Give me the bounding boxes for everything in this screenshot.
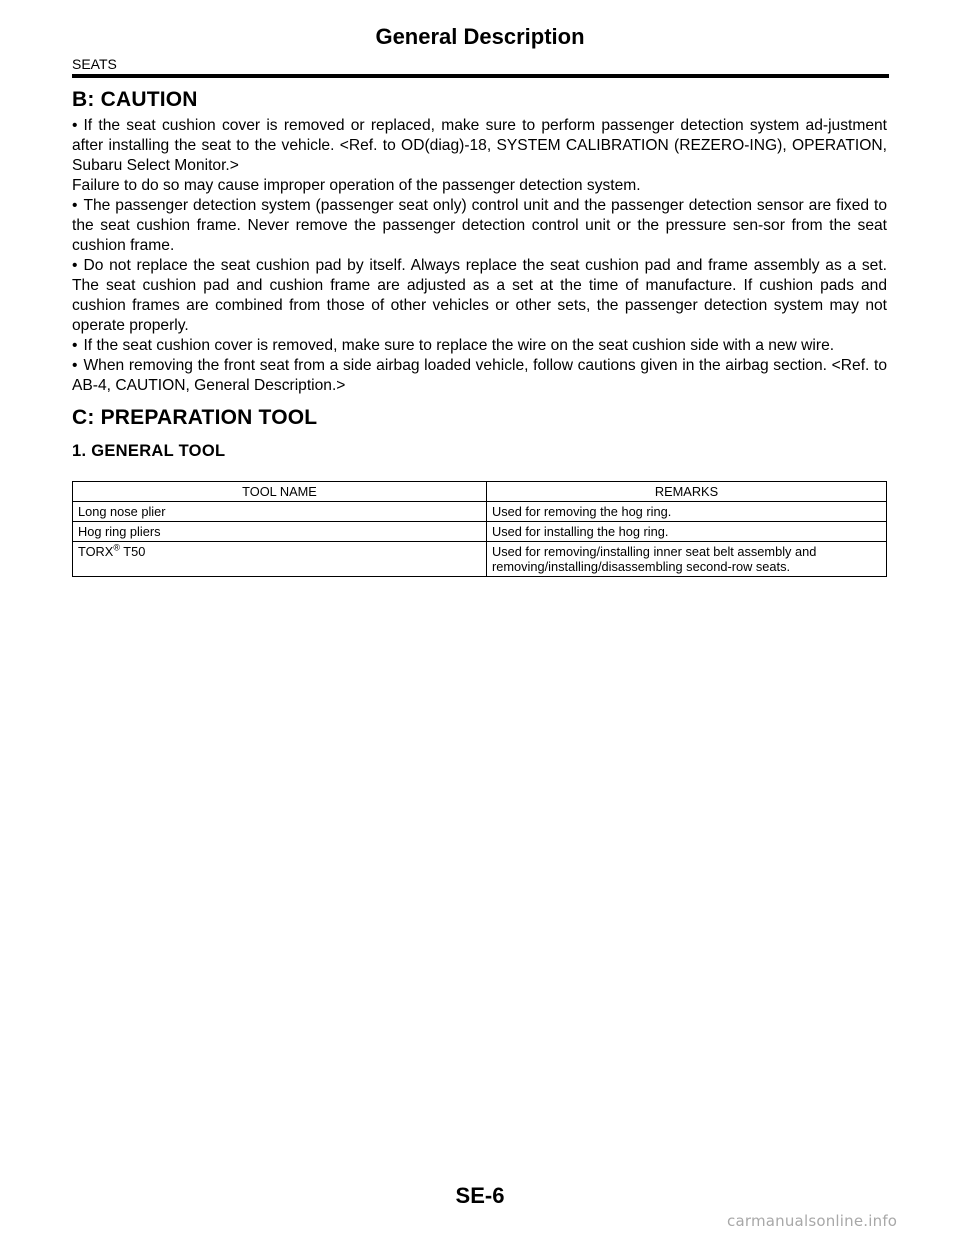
caution-bullet-2: • The passenger detection system (passenger seat only) control unit and the passenger detection sensor are fixed to the seat cushion frame. Never remove the passenger detection control unit or the pressure sen-sor from the seat cushion frame. [72,196,887,256]
remarks-cell: Used for removing/installing inner seat belt assembly and removing/installing/disassembling second-row seats. [487,542,887,577]
caution-bullet-5: • When removing the front seat from a side airbag loaded vehicle, follow cautions given in the airbag section. <Ref. to AB-4, CAUTION, General Description.> [72,356,887,396]
caution-bullet-1: • If the seat cushion cover is removed or replaced, make sure to perform passenger detection system ad-justment after installing the seat to the vehicle. <Ref. to OD(diag)-18, SYSTEM CALIBRATION (REZERO-ING), OPERATION, Subaru Select Monitor.> [72,116,887,176]
general-tool-subheading: 1. GENERAL TOOL [72,442,226,460]
header-rule [72,74,889,78]
tool-name-cell [73,542,487,577]
preparation-heading: C: PREPARATION TOOL [72,406,318,429]
table-header-row [73,482,887,502]
tool-table [72,481,887,577]
remarks-cell: Used for installing the hog ring. [487,522,887,542]
remarks-cell: Used for removing the hog ring. [487,502,887,522]
table-row [73,522,887,542]
column-header-remarks: REMARKS [487,482,887,502]
caution-note: Failure to do so may cause improper operation of the passenger detection system. [72,177,641,194]
page-number: SE-6 [455,1183,505,1208]
caution-bullet-3: • Do not replace the seat cushion pad by itself. Always replace the seat cushion pad and frame assembly as a set. The seat cushion pad and cushion frame are adjusted as a set at the time of manufacture. If cushion pads and cushion frames are combined from those of other vehicles or other sets, the passenger detection system may not operate properly. [72,256,887,336]
column-header-tool-name: TOOL NAME [73,482,487,502]
tool-name-suffix: T50 [119,544,146,559]
caution-heading: B: CAUTION [72,88,198,111]
caution-bullet-4: • If the seat cushion cover is removed, make sure to replace the wire on the seat cushion side with a new wire. [72,336,887,356]
tool-name-cell: Long nose plier [73,502,487,522]
registered-mark: ® [113,542,120,553]
table-row [73,542,887,577]
content [72,88,887,577]
section-label: SEATS [72,56,117,72]
table-row [73,502,887,522]
tool-name-text: TORX [78,544,114,559]
tool-name-cell: Hog ring pliers [73,522,487,542]
watermark: carmanualsonline.info [727,1212,898,1230]
page-title: General Description [375,24,585,49]
